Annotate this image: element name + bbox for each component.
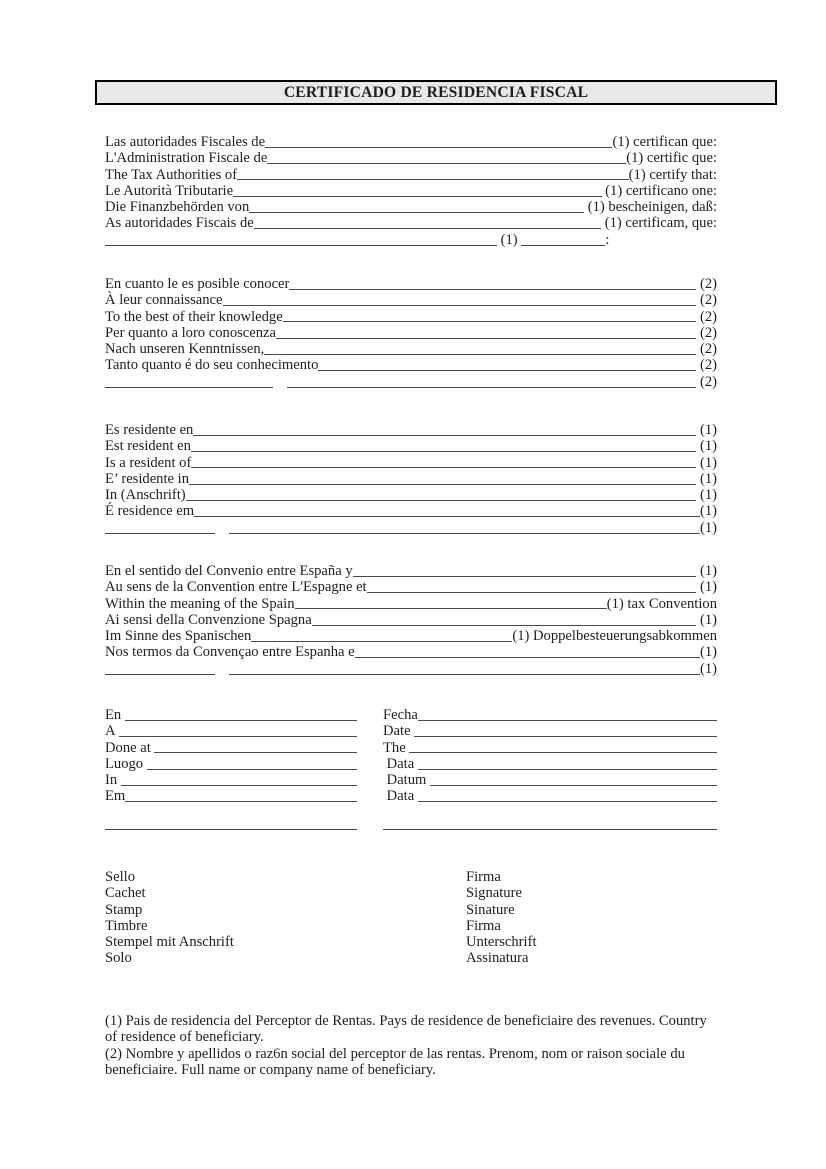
blank-fill-line [193,435,696,436]
document-title-text: CERTIFICADO DE RESIDENCIA FISCAL [283,84,589,101]
date-column [383,707,717,723]
line-label: Data [383,788,418,805]
form-line [105,215,717,231]
blank-fill-line [289,289,696,290]
stamp-signature-row [105,950,717,966]
place-date-row [105,772,717,788]
line-label: (2) [696,341,717,358]
line-label: L'Administration Fiscale de [105,150,268,167]
blank-fill-line [125,801,357,802]
form-line [105,487,717,503]
blank-fill-line [237,179,629,180]
place-column [105,829,357,833]
stamp-label: Solo [105,950,132,967]
blank-fill-line [383,829,717,830]
line-label: (1) certifican que: [612,134,717,150]
form-line [105,167,717,183]
line-label: (1) [699,519,717,536]
blank-fill-line [264,354,696,355]
form-line [105,579,717,595]
form-line [105,612,717,628]
place-column [105,707,357,723]
place-date-row [105,707,717,723]
line-label: Nos termos da Convençao entre Espanha e [105,644,355,661]
footnote-line: (1) Pais de residencia del Perceptor de Rentas. Pays de residence de beneficiaire des revenues. Country [105,1013,707,1029]
blank-fill-line [312,625,697,626]
blank-fill-line [418,720,717,721]
stamp-signature-row [105,934,717,950]
line-label: À leur connaissance [105,292,223,309]
blank-fill-line [154,752,357,753]
blank-fill-line [105,674,215,675]
stamp-label: Sello [105,869,135,885]
form-line [105,455,717,471]
line-label: In (Anschrift) [105,487,186,504]
form-line [105,150,717,166]
line-label: (1) [696,454,717,471]
line-label: Em [105,788,126,805]
line-label: (2) [696,308,717,325]
place-column [105,756,357,772]
line-label: Within the meaning of the Spain [105,595,295,612]
form-line [105,628,717,644]
section-resident-of [105,422,717,536]
line-label: As autoridades Fiscais de [105,215,254,232]
line-label: (1) [696,487,717,504]
signature-label: Sinature [466,901,515,918]
blank-fill-line [414,736,717,737]
blank-fill-line [355,657,700,658]
form-line [105,199,717,215]
form-line [105,232,717,248]
section-authorities-certify [105,134,717,248]
line-label: (2) [696,373,717,390]
line-label: (1) certific que: [626,150,717,167]
line-label: Per quanto a loro conoscenza [105,324,277,341]
document-title [95,80,777,105]
blank-fill-line [147,769,357,770]
blank-fill-line [121,785,357,786]
date-column [383,740,717,756]
line-label: Datum [383,772,431,789]
blank-fill-line [105,245,497,246]
blank-fill-line [287,387,696,388]
line-label: En el sentido del Convenio entre España y [105,563,353,579]
date-column [383,756,717,772]
blank-fill-line [251,641,512,642]
line-label: Is a resident of [105,454,192,471]
footnote-line: beneficiaire. Full name or company name of beneficiary. [105,1061,436,1078]
line-label: Die Finanzbehörden von [105,199,250,216]
form-line [105,374,717,390]
line-label: (2) [696,357,717,374]
blank-fill-line [186,500,697,501]
line-label: (2) [696,324,717,341]
form-line [105,341,717,357]
section-tax-convention [105,563,717,677]
blank-fill-line [105,829,357,830]
blank-fill-line [249,212,584,213]
line-label: (1) certificano one: [601,182,717,199]
line-label: (1) [696,470,717,487]
line-label: (1) Doppelbesteuerungsabkommen [512,628,717,645]
line-label: To the best of their knowledge [105,308,283,325]
line-label: : [605,231,610,248]
line-label: (2) [696,276,717,292]
place-column [105,788,357,804]
line-label: (1) [696,579,717,596]
footnote-line: of residence of beneficiary. [105,1029,264,1046]
stamp-signature-row [105,902,717,918]
date-column [383,772,717,788]
line-label: Es residente en [105,422,194,438]
line-label: A [105,723,120,740]
line-label: Luogo [105,755,147,772]
line-label: Data [383,755,418,772]
form-line [105,503,717,519]
line-label: (1) [699,644,717,661]
blank-fill-line [521,245,605,246]
blank-fill-line [353,576,697,577]
blank-fill-line [229,533,700,534]
date-column [383,829,717,833]
blank-fill-line [418,769,717,770]
blank-fill-line [233,196,601,197]
blank-fill-line [367,592,697,593]
form-line [105,357,717,373]
blank-row [105,816,717,832]
blank-fill-line [295,608,607,609]
line-label: (1) [696,422,717,438]
line-label: (1) [696,438,717,455]
form-line [105,276,717,292]
line-label: (1) [699,503,717,520]
line-label: Date [383,723,415,740]
form-line [105,644,717,660]
stamp-label: Timbre [105,917,148,934]
line-label: (1) [497,231,522,248]
line-label: The [383,739,410,756]
line-label: (2) [696,292,717,309]
stamp-signature-row [105,885,717,901]
form-line [105,134,717,150]
line-label: In [105,772,121,789]
line-label: Est resident en [105,438,191,455]
stamp-label: Cachet [105,885,146,902]
line-label: Done at [105,739,155,756]
stamp-signature-row [105,869,717,885]
section-best-knowledge [105,276,717,390]
blank-fill-line [189,484,696,485]
blank-fill-line [191,451,696,452]
line-label: Las autoridades Fiscales de [105,134,266,150]
blank-fill-line [105,533,215,534]
section-place-and-date [105,707,717,832]
signature-label: Assinatura [466,950,529,967]
blank-fill-line [318,370,696,371]
blank-fill-line [283,321,697,322]
line-label: En [105,707,125,723]
form-line [105,309,717,325]
blank-fill-line [254,228,601,229]
line-label: The Tax Authorities of [105,166,238,183]
line-label: É residence em [105,503,195,520]
line-label: (1) [699,660,717,677]
place-date-row [105,756,717,772]
stamp-label: Stempel mit Anschrift [105,934,234,951]
form-line [105,438,717,454]
line-label: Le Autorità Tributarie [105,182,234,199]
section-footnotes [105,1013,717,1078]
form-line [105,520,717,536]
form-line [105,183,717,199]
form-line [105,661,717,677]
signature-label: Firma [466,869,501,885]
line-label: (1) bescheinigen, daß: [584,199,717,216]
place-column [105,772,357,788]
signature-label: Unterschrift [466,934,537,951]
form-line [105,563,717,579]
blank-fill-line [194,516,700,517]
line-label: Tanto quanto é do seu conhecimento [105,357,319,374]
blank-fill-line [125,720,357,721]
place-date-row [105,740,717,756]
place-column [105,740,357,756]
form-line [105,596,717,612]
line-label: (1) [696,611,717,628]
signature-label: Firma [466,917,501,934]
line-label: Im Sinne des Spanischen [105,628,252,645]
place-column [105,723,357,739]
blank-fill-line [276,338,696,339]
line-label: Ai sensi della Convenzione Spagna [105,611,312,628]
line-label: Fecha [383,707,418,723]
place-date-row [105,723,717,739]
date-column [383,788,717,804]
line-label: (1) [696,563,717,579]
form-line [105,292,717,308]
stamp-signature-row [105,918,717,934]
blank-fill-line [191,467,696,468]
stamp-label: Stamp [105,901,143,918]
form-line [105,422,717,438]
blank-fill-line [265,147,612,148]
blank-fill-line [223,305,697,306]
blank-fill-line [267,163,626,164]
line-label: E’ residente in [105,470,190,487]
line-label: (1) certify that: [628,166,717,183]
blank-fill-line [105,387,273,388]
line-label: Nach unseren Kenntnissen, [105,341,265,358]
form-line [105,325,717,341]
line-label: (1) certificam, que: [601,215,717,232]
form-line [105,471,717,487]
blank-fill-line [409,752,717,753]
footnote-line: (2) Nombre y apellidos o raz6n social del perceptor de las rentas. Prenom, nom or raison sociale du [105,1045,685,1062]
date-column [383,723,717,739]
line-label: Au sens de la Convention entre L'Espagne et [105,579,367,596]
blank-fill-line [430,785,717,786]
line-label: En cuanto le es posible conocer [105,276,290,292]
section-stamp-and-signature [105,869,717,967]
place-date-row [105,788,717,804]
line-label: (1) tax Convention [606,595,717,612]
signature-label: Signature [466,885,522,902]
blank-fill-line [119,736,357,737]
blank-fill-line [229,674,700,675]
blank-fill-line [418,801,717,802]
